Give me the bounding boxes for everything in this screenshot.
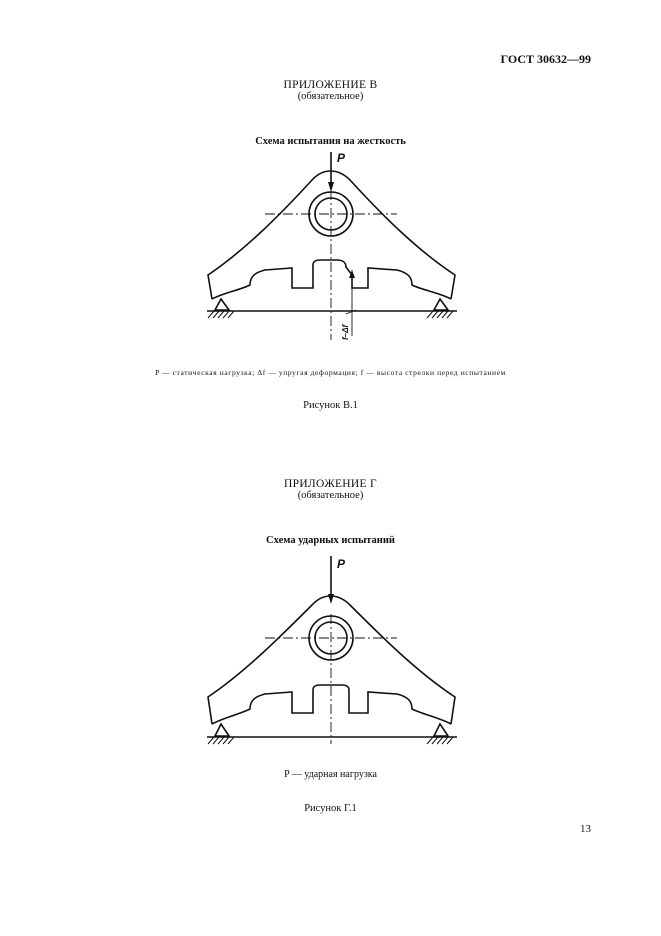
appendix-b-scheme-title: Схема испытания на жесткость [255, 136, 406, 147]
deflection-label: f–Δf [341, 324, 350, 340]
load-arrowhead [328, 594, 334, 604]
load-label: P [337, 151, 346, 165]
appendix-b-legend: P — статическая нагрузка; Δf — упругая деформация; f — высота стрелки перед испытанием [155, 368, 506, 377]
page-number: 13 [580, 823, 591, 835]
appendix-b-caption: Рисунок В.1 [303, 400, 358, 411]
left-support [215, 299, 229, 310]
left-support [215, 724, 229, 736]
appendix-g-legend: P — ударная нагрузка [284, 769, 377, 780]
appendix-g-title: ПРИЛОЖЕНИЕ Г [284, 478, 377, 490]
ground-hatch-right [427, 737, 453, 744]
appendix-g-status: (обязательное) [297, 490, 364, 501]
load-arrowhead [328, 182, 334, 192]
appendix-b-status: (обязательное) [297, 91, 364, 102]
load-label: P [337, 557, 346, 571]
impact-test-diagram [0, 552, 661, 747]
bolster-bottom-profile [212, 685, 451, 724]
appendix-b-title: ПРИЛОЖЕНИЕ В [283, 79, 378, 91]
appendix-g-scheme-title: Схема ударных испытаний [266, 535, 395, 546]
stiffness-test-diagram [0, 145, 661, 350]
bolster-bottom-profile [212, 260, 451, 299]
right-support [434, 724, 448, 736]
appendix-g-caption: Рисунок Г.1 [304, 803, 357, 814]
ground-hatch-right [427, 311, 453, 318]
standard-number: ГОСТ 30632—99 [500, 52, 591, 66]
ground-hatch-left [208, 311, 234, 318]
right-support [434, 299, 448, 310]
ground-hatch-left [208, 737, 234, 744]
